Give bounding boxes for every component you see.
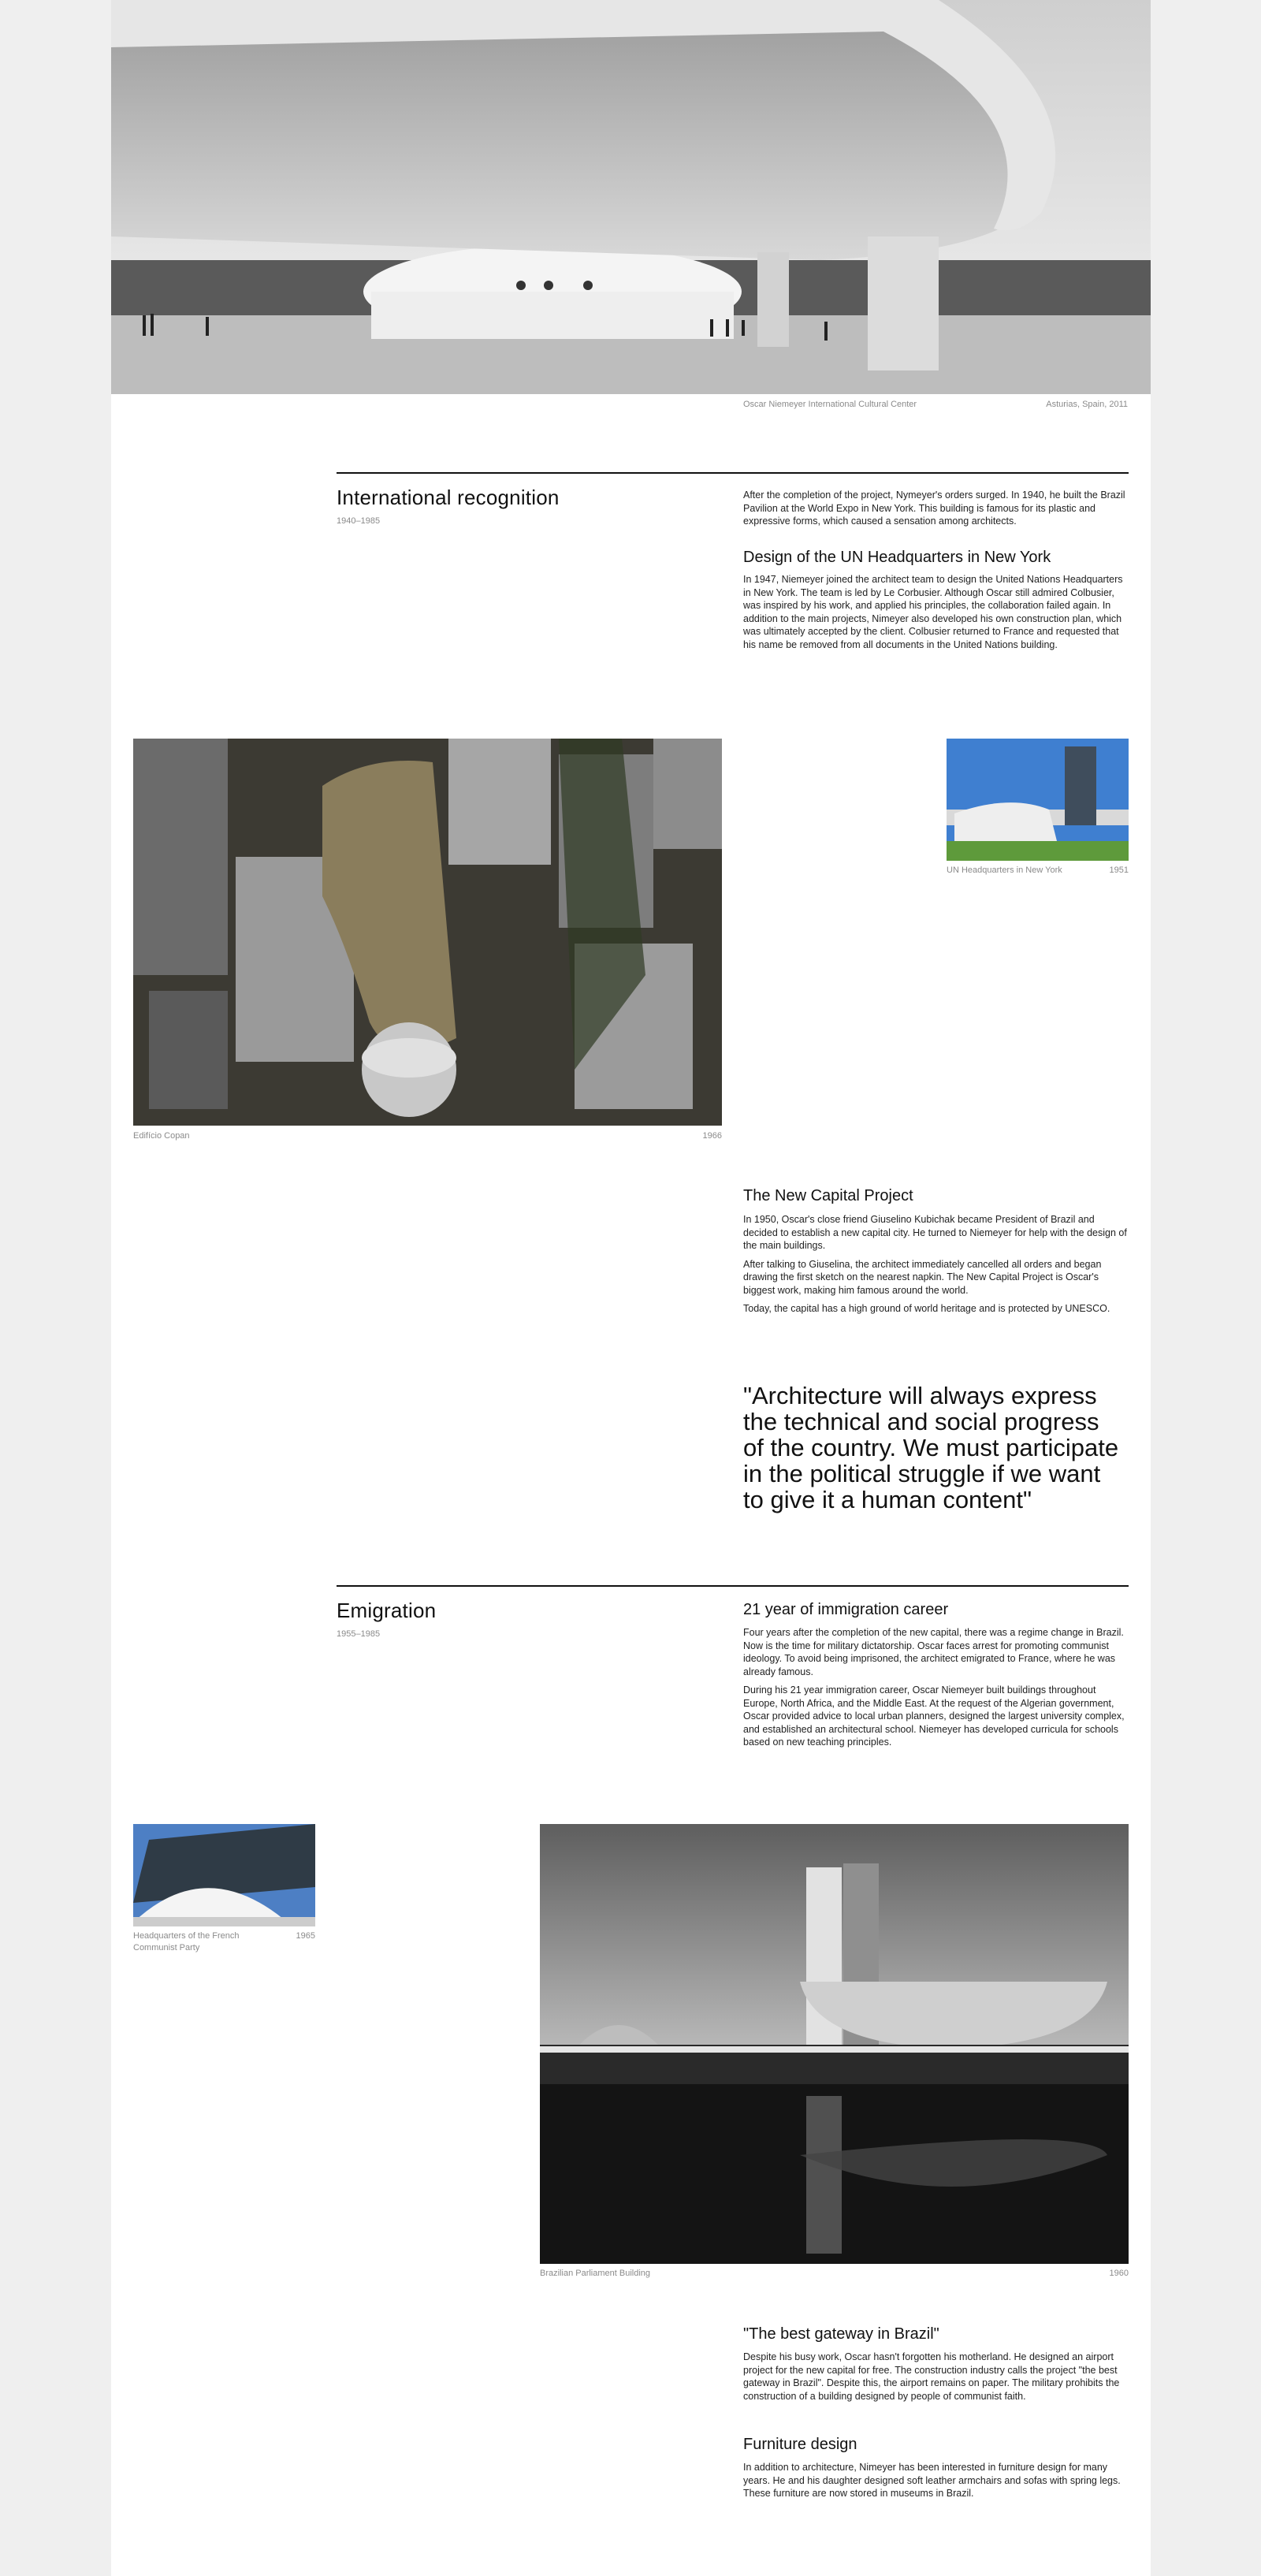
un-heading: Design of the UN Headquarters in New York [743, 549, 1051, 566]
section-dates-emigration: 1955–1985 [337, 1629, 381, 1639]
french-caption: Headquarters of the French Communist Party [133, 1931, 240, 1952]
copan-caption: Edifício Copan [133, 1131, 190, 1141]
un-headquarters-photo [947, 739, 1129, 861]
international-intro-text: After the completion of the project, Nymeyer's orders surged. In 1940, he built the Brazil Pavilion at the World Expo in New York. This building is famous for its plastic and expressive forms, which caused a sensation among architects. [743, 490, 1125, 527]
capital-paragraph-3: Today, the capital has a high ground of world heritage and is protected by UNESCO. [743, 1303, 1110, 1314]
brazilian-parliament-photo [540, 1824, 1129, 2264]
section-title-international: International recognition [337, 486, 560, 509]
un-caption: UN Headquarters in New York [947, 865, 1062, 875]
capital-paragraph-2: After talking to Giuselina, the architect immediately cancelled all orders and began drawing the first sketch on the nearest napkin. The New Capital Project is Oscar's biggest work, making him famous around the world. [743, 1258, 1102, 1296]
un-text: In 1947, Niemeyer joined the architect team to design the United Nations Headquarters in New York. The team is led by Le Corbusier. Although Oscar still admired Colbusier, was inspired by his work, and applied his principles, the collaboration failed again. In addition to the main projects, Nimeyer also developed his own construction plan, which was ultimately accepted by the client. Colbusier returned to France and requested that his name be removed from all documents in the United Nations building. [743, 574, 1123, 650]
article-page [111, 0, 1151, 2576]
copan-photo [133, 739, 722, 1126]
furniture-heading: Furniture design [743, 2436, 857, 2453]
section-divider [337, 1585, 1129, 1587]
emigration-paragraph-2: During his 21 year immigration career, Oscar Niemeyer built buildings throughout Europe, North Africa, and the Middle East. At the request of the Algerian government, Oscar provided advice to local urban planners, designed the largest university complex, and established an architectural school. Niemeyer has developed curricula for schools based on new teaching principles. [743, 1684, 1125, 1748]
parliament-year: 1960 [1109, 2269, 1129, 2278]
hero-photo-cultural-center [111, 0, 1151, 394]
emigration-paragraph-1: Four years after the completion of the new capital, there was a regime change in Brazil. Now is the time for military dictatorship. Oscar faces arrest for promoting communist ideology. To avoid being imprisoned, the architect emigrated to France, where he was already famous. [743, 1627, 1124, 1677]
capital-heading: The New Capital Project [743, 1187, 913, 1204]
hero-caption-title: Oscar Niemeyer International Cultural Center [743, 400, 917, 409]
furniture-text: In addition to architecture, Nimeyer has been interested in furniture design for many years. He and his daughter designed soft leather armchairs and sofas with spring legs. These furniture are now stored in museums in Brazil. [743, 2462, 1121, 2499]
emigration-heading: 21 year of immigration career [743, 1601, 949, 1618]
gateway-heading: "The best gateway in Brazil" [743, 2325, 939, 2343]
capital-paragraph-1: In 1950, Oscar's close friend Giuselino Kubichak became President of Brazil and decided to establish a new capital city. He turned to Niemeyer for help with the design of the main buildings. [743, 1214, 1127, 1251]
section-title-emigration: Emigration [337, 1599, 437, 1622]
un-year: 1951 [1109, 865, 1129, 875]
french-year: 1965 [296, 1931, 315, 1941]
section-dates-international: 1940–1985 [337, 516, 381, 526]
pull-quote: "Architecture will always express the technical and social progress of the country. We must participate in the political struggle if we want to give it a human content" [743, 1382, 1119, 1513]
emigration-text [743, 1626, 1129, 1755]
hero-caption-place: Asturias, Spain, 2011 [1046, 400, 1128, 409]
french-communist-party-photo [133, 1824, 315, 1926]
section-divider [337, 472, 1129, 474]
capital-text [743, 1213, 1129, 1321]
copan-year: 1966 [702, 1131, 722, 1141]
gateway-text: Despite his busy work, Oscar hasn't forgotten his motherland. He designed an airport project for the new capital for free. The construction industry calls the project "the best gateway in Brazil". Despite this, the airport remains on paper. The military prohibits the construction of a building designed by people of communist faith. [743, 2351, 1120, 2402]
parliament-caption: Brazilian Parliament Building [540, 2269, 651, 2278]
